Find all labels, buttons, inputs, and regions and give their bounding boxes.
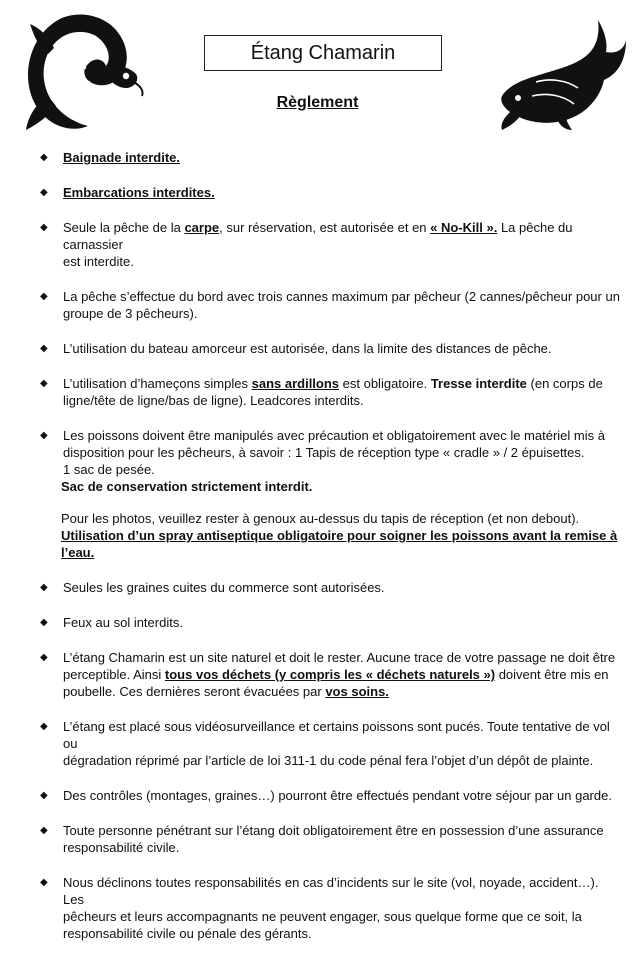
rule-text: pêcheurs et leurs accompagnants ne peuvent engager, sous quelque forme que ce soit, la [63, 909, 582, 924]
rule-item-liability [40, 874, 620, 942]
rule-text: , sur réservation, est autorisée et en [219, 220, 431, 235]
carp-left-icon [18, 8, 146, 136]
rule-text: responsabilité civile ou pénale des gérants. [63, 926, 312, 941]
rule-text: Les poissons doivent être manipulés avec précaution et obligatoirement avec le matériel mis à [63, 428, 605, 443]
rule-text: L’étang est placé sous vidéosurveillance et certains poissons sont pucés. Toute tentative de vol ou [63, 719, 610, 751]
rule-text: groupe de 3 pêcheurs). [63, 306, 198, 321]
rule-text: Nous déclinons toutes responsabilités en cas d’incidents sur le site (vol, noyade, accident…). Les [63, 875, 599, 907]
rule-text: ligne/tête de ligne/bas de ligne). Leadcores interdits. [63, 393, 364, 408]
rule-item-insurance [40, 822, 620, 856]
rule-text: (en corps de [526, 376, 603, 391]
rule-item-surveillance [40, 718, 620, 769]
rule-emphasis: sans ardillons [251, 376, 340, 391]
bullet-icon: ◆ [40, 378, 48, 389]
rule-text: 1 sac de pesée. [63, 462, 155, 477]
rule-emphasis: carpe [184, 220, 220, 235]
rule-text: poubelle. Ces dernières seront évacuées par [63, 684, 326, 699]
rule-text: Toute personne pénétrant sur l’étang doit obligatoirement être en possession d’une assurance [63, 823, 604, 838]
rule-item-fires [40, 614, 620, 631]
rule-text: Embarcations interdites. [63, 185, 215, 200]
rules-list [40, 149, 620, 960]
rule-item-fish-handling [40, 427, 620, 561]
bullet-icon: ◆ [40, 343, 48, 354]
bullet-icon: ◆ [40, 617, 48, 628]
rule-text: Seules les graines cuites du commerce sont autorisées. [63, 580, 385, 595]
bullet-icon: ◆ [40, 877, 48, 888]
rule-text: est obligatoire. [339, 376, 431, 391]
rule-text: disposition pour les pêcheurs, à savoir : 1 Tapis de réception type « cradle » / 2 épuisettes. [63, 445, 585, 460]
rule-emphasis: Utilisation d’un spray antiseptique obligatoire pour soigner les poissons avant la remise à l’eau. [61, 528, 618, 560]
bullet-icon: ◆ [40, 187, 48, 198]
rule-text: La pêche s’effectue du bord avec trois cannes maximum par pêcheur (2 cannes/pêcheur pour un [63, 289, 620, 304]
bullet-icon: ◆ [40, 222, 48, 233]
rule-text: Pour les photos, veuillez rester à genoux au-dessus du tapis de réception (et non debout). [61, 511, 580, 526]
rule-text: dégradation réprimé par l’article de loi 311-1 du code pénal fera l’objet d’un dépôt de plainte. [63, 753, 594, 768]
rule-item-rods [40, 288, 620, 322]
bullet-icon: ◆ [40, 825, 48, 836]
rule-emphasis: Sac de conservation strictement interdit. [61, 479, 313, 494]
rule-item-hooks [40, 375, 620, 409]
rule-text: L’étang Chamarin est un site naturel et doit le rester. Aucune trace de votre passage ne doit être [63, 650, 616, 665]
rule-text: perceptible. Ainsi [63, 667, 165, 682]
rule-emphasis: tous vos déchets (y compris les « déchets naturels ») [164, 667, 496, 682]
bullet-icon: ◆ [40, 790, 48, 801]
rule-emphasis: Tresse interdite [430, 376, 527, 391]
rule-item-carp-fishing [40, 219, 620, 270]
rule-item-controls [40, 787, 620, 804]
rule-item-boats [40, 184, 620, 201]
rule-item-swimming [40, 149, 620, 166]
rule-text: Baignade interdite. [63, 150, 181, 165]
rule-text: doivent être mis en [495, 667, 609, 682]
rule-text: responsabilité civile. [63, 840, 180, 855]
page-title [204, 35, 442, 71]
rule-text: L’utilisation du bateau amorceur est autorisée, dans la limite des distances de pêche. [63, 341, 552, 356]
bullet-icon: ◆ [40, 291, 48, 302]
carp-right-icon [496, 16, 626, 132]
rule-text: est interdite. [63, 254, 134, 269]
rule-item-bait [40, 579, 620, 596]
bullet-icon: ◆ [40, 652, 48, 663]
page-subtitle: Règlement [276, 94, 359, 111]
rule-text: Seule la pêche de la [63, 220, 185, 235]
rule-text: Des contrôles (montages, graines…) pourront être effectués pendant votre séjour par un garde. [63, 788, 612, 803]
rule-item-waste [40, 649, 620, 700]
rule-text: L’utilisation d’hameçons simples [63, 376, 252, 391]
page-title-text: Étang Chamarin [250, 41, 396, 64]
rule-item-bait-boat [40, 340, 620, 357]
rule-emphasis: vos soins. [325, 684, 389, 699]
bullet-icon: ◆ [40, 721, 48, 732]
bullet-icon: ◆ [40, 430, 48, 441]
rule-text: La pêche du carnassier [63, 220, 573, 252]
bullet-icon: ◆ [40, 582, 48, 593]
rule-emphasis: « No-Kill ». [430, 220, 498, 235]
rule-text: Feux au sol interdits. [63, 615, 183, 630]
bullet-icon: ◆ [40, 152, 48, 163]
